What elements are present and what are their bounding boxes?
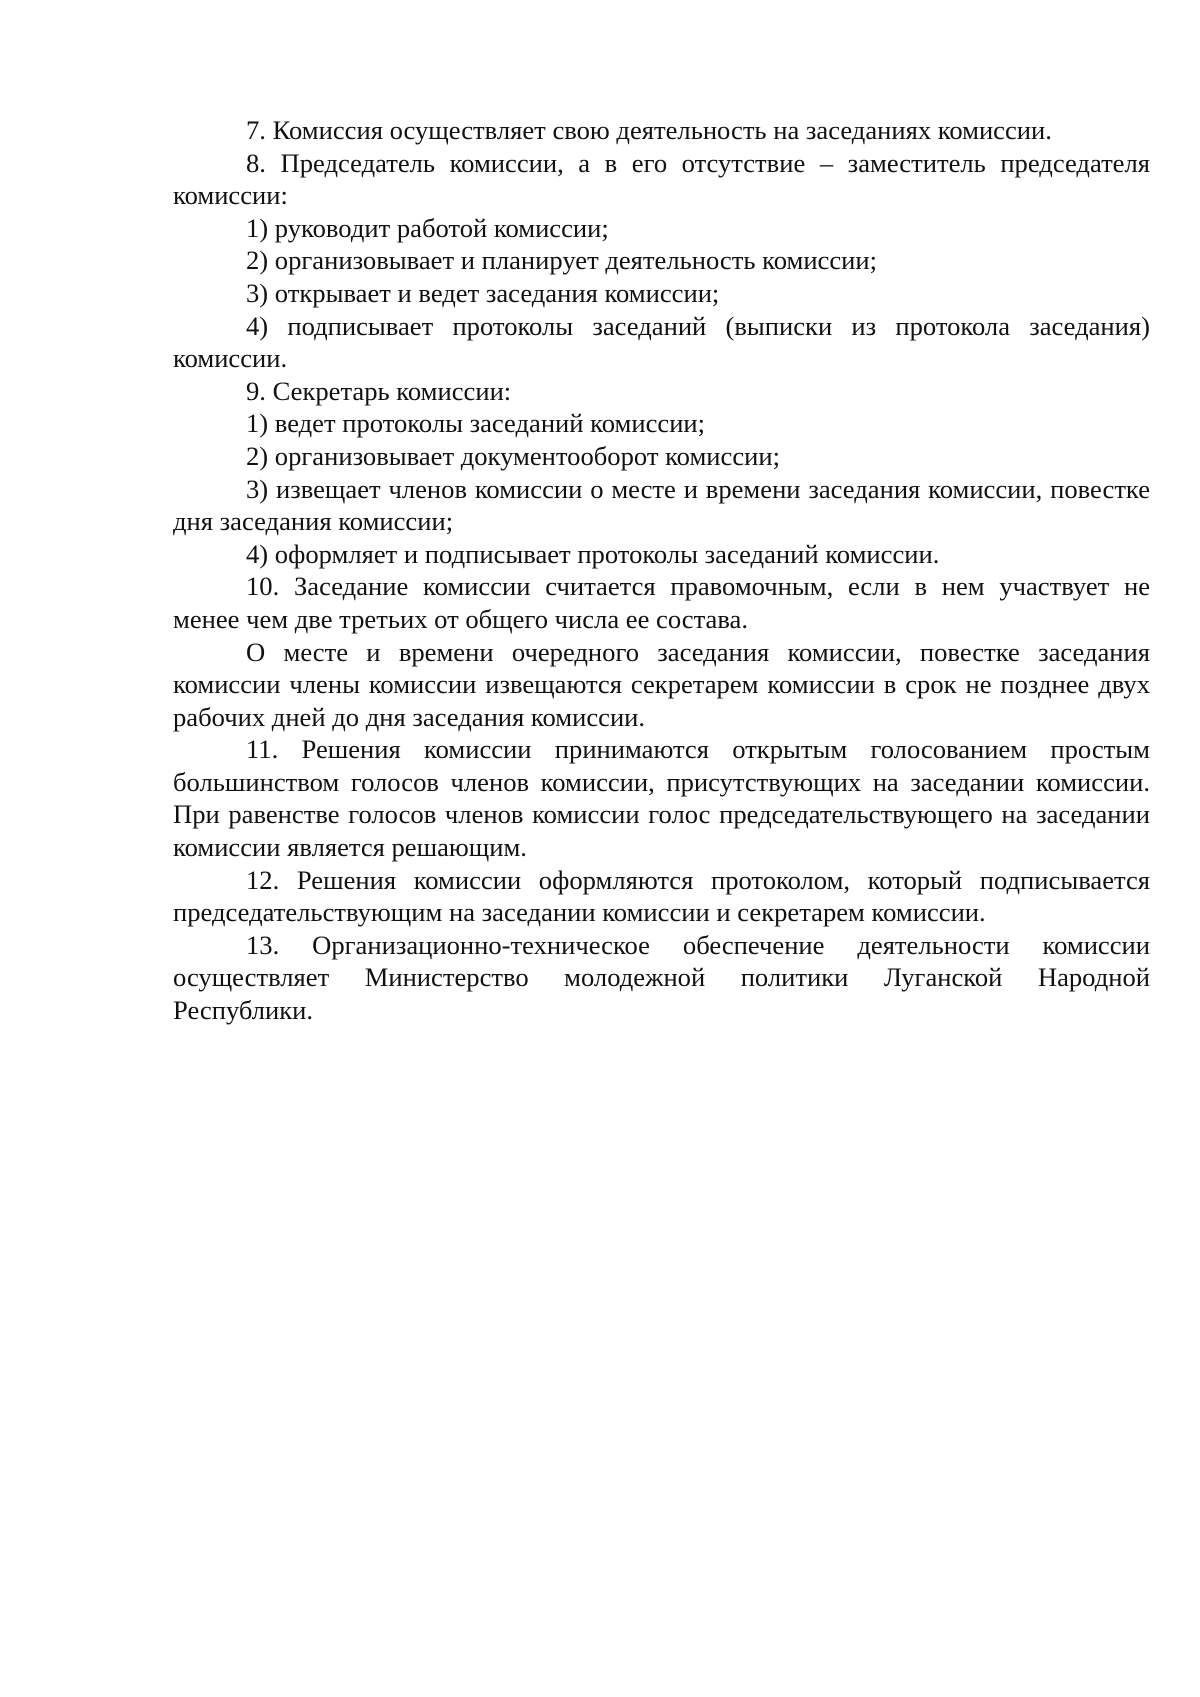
- paragraph-8-item-1: 1) руководит работой комиссии;: [246, 212, 609, 243]
- paragraph-8-item-2: 2) организовывает и планирует деятельность комиссии;: [246, 245, 878, 276]
- paragraph-12: 12. Решения комиссии оформляются протоколом, который подписывается председательствующим на заседании комиссии и секретарем комиссии.: [173, 864, 1150, 928]
- paragraph-8: 8. Председатель комиссии, а в его отсутствие – заместитель председателя комиссии:: [173, 147, 1150, 211]
- paragraph-9: 9. Секретарь комиссии:: [246, 375, 512, 406]
- paragraph-9-item-1: 1) ведет протоколы заседаний комиссии;: [246, 408, 706, 439]
- paragraph-11: 11. Решения комиссии принимаются открытым голосованием простым большинством голосов членов комиссии, присутствующих на заседании комиссии. При равенстве голосов членов комиссии голос председательствующего на заседании комиссии является решающим.: [173, 734, 1150, 863]
- document-body: [173, 114, 1150, 1027]
- paragraph-9-item-3: 3) извещает членов комиссии о месте и времени заседания комиссии, повестке дня заседания комиссии;: [173, 473, 1150, 537]
- paragraph-13: 13. Организационно-техническое обеспечение деятельности комиссии осуществляет Министерство молодежной политики Луганской Народной Республики.: [173, 929, 1150, 1026]
- paragraph-8-item-4: 4) подписывает протоколы заседаний (выписки из протокола заседания) комиссии.: [173, 310, 1150, 374]
- paragraph-10-notice: О месте и времени очередного заседания комиссии, повестке заседания комиссии члены комиссии извещаются секретарем комиссии в срок не позднее двух рабочих дней до дня заседания комиссии.: [173, 636, 1150, 732]
- paragraph-10: 10. Заседание комиссии считается правомочным, если в нем участвует не менее чем две третьих от общего числа ее состава.: [173, 571, 1150, 634]
- paragraph-8-item-3: 3) открывает и ведет заседания комиссии;: [246, 277, 720, 308]
- paragraph-9-item-4: 4) оформляет и подписывает протоколы заседаний комиссии.: [246, 538, 940, 569]
- paragraph-7: 7. Комиссия осуществляет свою деятельность на заседаниях комиссии.: [246, 115, 1052, 145]
- paragraph-9-item-2: 2) организовывает документооборот комиссии;: [246, 440, 780, 471]
